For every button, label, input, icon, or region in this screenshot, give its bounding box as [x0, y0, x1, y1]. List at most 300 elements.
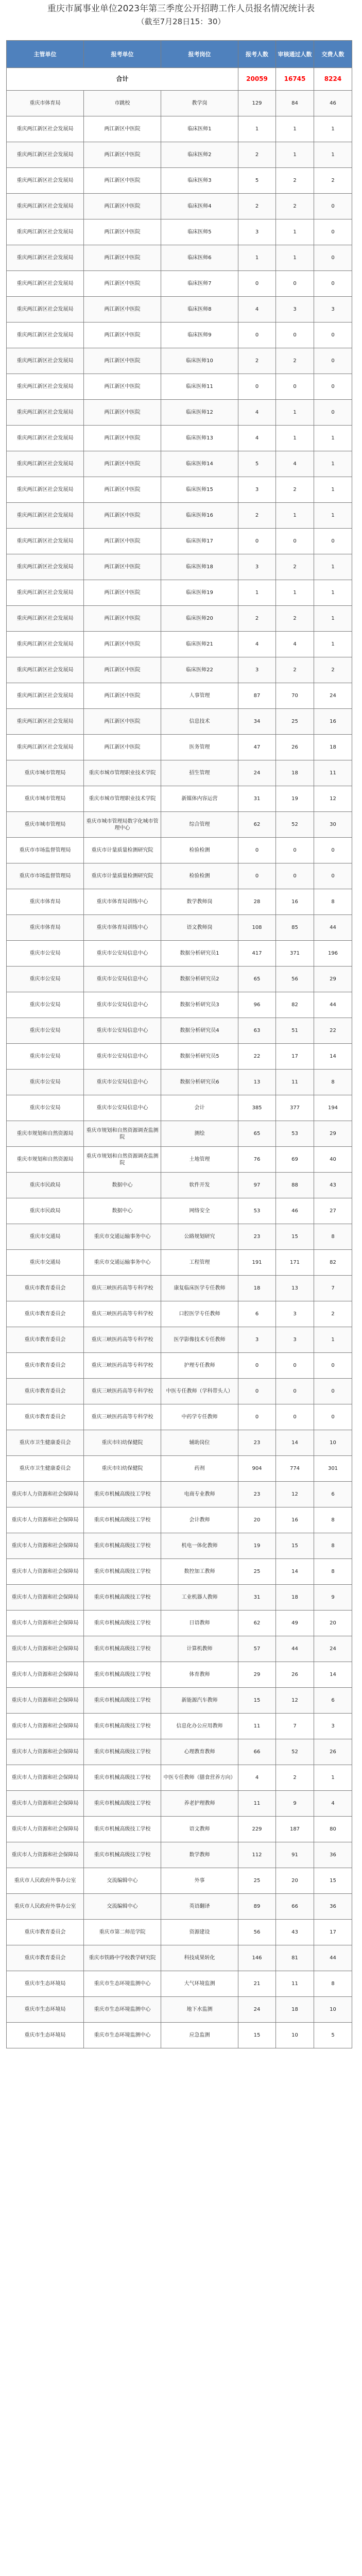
- table-row: [7, 400, 352, 426]
- header-row: [7, 41, 352, 68]
- cell-approved: 18: [276, 1997, 314, 2023]
- cell-applicants: 112: [238, 1842, 276, 1868]
- cell-approved: 187: [276, 1817, 314, 1842]
- cell-paid: 8: [314, 1559, 352, 1585]
- cell-supervisor: 重庆两江新区社会发展局: [7, 503, 84, 529]
- cell-applicants: 24: [238, 1997, 276, 2023]
- cell-applicants: 3: [238, 219, 276, 245]
- cell-supervisor: 重庆市人力资源和社会保障局: [7, 1636, 84, 1662]
- cell-approved: 51: [276, 1018, 314, 1044]
- cell-position: 临床医师22: [161, 657, 238, 683]
- table-row: [7, 1301, 352, 1327]
- cell-position: 数学教师岗: [161, 889, 238, 915]
- cell-position: 临床医师10: [161, 348, 238, 374]
- table-row: [7, 992, 352, 1018]
- cell-paid: 40: [314, 1147, 352, 1173]
- cell-approved: 52: [276, 1739, 314, 1765]
- header-paid: 交费人数: [314, 41, 352, 68]
- cell-approved: 43: [276, 1920, 314, 1945]
- table-header: [7, 41, 352, 68]
- cell-applicants: 0: [238, 323, 276, 348]
- cell-position: 会计: [161, 1095, 238, 1121]
- cell-position: 数学教师: [161, 1842, 238, 1868]
- page-title: 重庆市属事业单位2023年第三季度公开招聘工作人员报名情况统计表: [47, 4, 315, 14]
- cell-approved: 20: [276, 1868, 314, 1894]
- cell-applicants: 21: [238, 1971, 276, 1997]
- table-row: [7, 1327, 352, 1353]
- cell-unit: 重庆市体育局训练中心: [84, 889, 161, 915]
- cell-position: 临床医师9: [161, 323, 238, 348]
- cell-unit: 两江新区中医院: [84, 142, 161, 168]
- cell-applicants: 23: [238, 1430, 276, 1456]
- cell-supervisor: 重庆市城市管理局: [7, 786, 84, 812]
- cell-paid: 0: [314, 1404, 352, 1430]
- cell-approved: 377: [276, 1095, 314, 1121]
- cell-paid: 3: [314, 1714, 352, 1739]
- cell-paid: 5: [314, 2023, 352, 2048]
- cell-applicants: 97: [238, 1173, 276, 1198]
- cell-supervisor: 重庆市人力资源和社会保障局: [7, 1765, 84, 1791]
- cell-approved: 10: [276, 2023, 314, 2048]
- total-paid: 8224: [314, 68, 352, 91]
- cell-unit: 重庆市交通运输事务中心: [84, 1250, 161, 1276]
- cell-applicants: 2: [238, 348, 276, 374]
- table-row: [7, 657, 352, 683]
- cell-position: 信息技术: [161, 709, 238, 735]
- cell-applicants: 62: [238, 1611, 276, 1636]
- cell-approved: 11: [276, 1070, 314, 1095]
- cell-paid: 8: [314, 1971, 352, 1997]
- cell-unit: 重庆三峡医药高等专科学校: [84, 1301, 161, 1327]
- cell-position: 会计教师: [161, 1507, 238, 1533]
- cell-unit: 重庆市城市管理职业技术学院: [84, 760, 161, 786]
- cell-supervisor: 重庆市教育委员会: [7, 1301, 84, 1327]
- table-row: [7, 1353, 352, 1379]
- cell-supervisor: 重庆市教育委员会: [7, 1353, 84, 1379]
- cell-applicants: 29: [238, 1662, 276, 1688]
- cell-supervisor: 重庆两江新区社会发展局: [7, 632, 84, 657]
- cell-supervisor: 重庆市教育委员会: [7, 1379, 84, 1404]
- cell-unit: 两江新区中医院: [84, 426, 161, 451]
- cell-approved: 3: [276, 1327, 314, 1353]
- cell-unit: 重庆市机械高级技工学校: [84, 1636, 161, 1662]
- table-row: [7, 1739, 352, 1765]
- table-row: [7, 1224, 352, 1250]
- cell-unit: 两江新区中医院: [84, 606, 161, 632]
- cell-approved: 14: [276, 1559, 314, 1585]
- cell-position: 工程管理: [161, 1250, 238, 1276]
- cell-paid: 20: [314, 1611, 352, 1636]
- table-row: [7, 1868, 352, 1894]
- table-row: [7, 323, 352, 348]
- cell-approved: 84: [276, 91, 314, 116]
- cell-applicants: 15: [238, 1688, 276, 1714]
- cell-approved: 774: [276, 1456, 314, 1482]
- cell-approved: 26: [276, 1662, 314, 1688]
- cell-paid: 301: [314, 1456, 352, 1482]
- total-label: 合计: [7, 68, 238, 91]
- cell-approved: 81: [276, 1945, 314, 1971]
- cell-position: 外事: [161, 1868, 238, 1894]
- cell-paid: 0: [314, 838, 352, 863]
- table-row: [7, 1842, 352, 1868]
- cell-supervisor: 重庆两江新区社会发展局: [7, 657, 84, 683]
- cell-position: 测绘: [161, 1121, 238, 1147]
- cell-position: 科技成果转化: [161, 1945, 238, 1971]
- table-row: [7, 451, 352, 477]
- cell-supervisor: 重庆市公安局: [7, 1095, 84, 1121]
- cell-supervisor: 重庆市交通局: [7, 1224, 84, 1250]
- cell-approved: 91: [276, 1842, 314, 1868]
- cell-applicants: 191: [238, 1250, 276, 1276]
- cell-supervisor: 重庆市体育局: [7, 91, 84, 116]
- cell-applicants: 0: [238, 1379, 276, 1404]
- cell-unit: 两江新区中医院: [84, 245, 161, 271]
- table-row: [7, 683, 352, 709]
- cell-position: 工业机器人教师: [161, 1585, 238, 1611]
- cell-applicants: 3: [238, 554, 276, 580]
- cell-approved: 1: [276, 580, 314, 606]
- cell-supervisor: 重庆市教育委员会: [7, 1327, 84, 1353]
- table-row: [7, 889, 352, 915]
- cell-approved: 17: [276, 1044, 314, 1070]
- cell-unit: 重庆市体育局训练中心: [84, 915, 161, 941]
- cell-approved: 1: [276, 142, 314, 168]
- cell-supervisor: 重庆两江新区社会发展局: [7, 194, 84, 219]
- cell-applicants: 0: [238, 1404, 276, 1430]
- cell-approved: 70: [276, 683, 314, 709]
- cell-approved: 2: [276, 348, 314, 374]
- table-row: [7, 1250, 352, 1276]
- cell-unit: 重庆市妇幼保健院: [84, 1430, 161, 1456]
- cell-paid: 194: [314, 1095, 352, 1121]
- cell-unit: 两江新区中医院: [84, 219, 161, 245]
- cell-paid: 14: [314, 1044, 352, 1070]
- cell-position: 地下水监测: [161, 1997, 238, 2023]
- cell-supervisor: 重庆市人力资源和社会保障局: [7, 1817, 84, 1842]
- cell-position: 综合管理: [161, 812, 238, 838]
- table-row: [7, 194, 352, 219]
- cell-applicants: 129: [238, 91, 276, 116]
- table-row: [7, 1817, 352, 1842]
- cell-applicants: 62: [238, 812, 276, 838]
- table-row: [7, 709, 352, 735]
- cell-unit: 重庆市机械高级技工学校: [84, 1482, 161, 1507]
- table-row: [7, 632, 352, 657]
- cell-applicants: 5: [238, 451, 276, 477]
- cell-unit: 重庆市机械高级技工学校: [84, 1842, 161, 1868]
- cell-approved: 4: [276, 632, 314, 657]
- table-row: [7, 1482, 352, 1507]
- cell-approved: 4: [276, 451, 314, 477]
- cell-unit: 重庆三峡医药高等专科学校: [84, 1404, 161, 1430]
- cell-position: 心理教育教师: [161, 1739, 238, 1765]
- cell-position: 信息化办公应用教师: [161, 1714, 238, 1739]
- cell-unit: 重庆市机械高级技工学校: [84, 1714, 161, 1739]
- cell-unit: 两江新区中医院: [84, 735, 161, 760]
- cell-position: 检验检测: [161, 863, 238, 889]
- table-row: [7, 529, 352, 554]
- table-row: [7, 503, 352, 529]
- cell-applicants: 87: [238, 683, 276, 709]
- cell-approved: 0: [276, 1404, 314, 1430]
- cell-supervisor: 重庆市人民政府外事办公室: [7, 1894, 84, 1920]
- table-row: [7, 1070, 352, 1095]
- cell-unit: 重庆市机械高级技工学校: [84, 1791, 161, 1817]
- cell-unit: 重庆三峡医药高等专科学校: [84, 1379, 161, 1404]
- cell-applicants: 108: [238, 915, 276, 941]
- cell-applicants: 904: [238, 1456, 276, 1482]
- cell-supervisor: 重庆市民政局: [7, 1173, 84, 1198]
- cell-paid: 46: [314, 91, 352, 116]
- cell-paid: 9: [314, 1585, 352, 1611]
- header-position: 报考岗位: [161, 41, 238, 68]
- cell-supervisor: 重庆市人力资源和社会保障局: [7, 1739, 84, 1765]
- cell-supervisor: 重庆两江新区社会发展局: [7, 168, 84, 194]
- cell-position: 数控加工教师: [161, 1559, 238, 1585]
- table-row: [7, 374, 352, 400]
- cell-approved: 82: [276, 992, 314, 1018]
- cell-position: 临床医师3: [161, 168, 238, 194]
- cell-unit: 两江新区中医院: [84, 529, 161, 554]
- cell-paid: 44: [314, 1945, 352, 1971]
- cell-paid: 29: [314, 1121, 352, 1147]
- cell-applicants: 1: [238, 245, 276, 271]
- cell-paid: 15: [314, 1868, 352, 1894]
- cell-unit: 重庆三峡医药高等专科学校: [84, 1353, 161, 1379]
- cell-position: 临床医师1: [161, 116, 238, 142]
- cell-paid: 8: [314, 1533, 352, 1559]
- cell-supervisor: 重庆两江新区社会发展局: [7, 580, 84, 606]
- table-row: [7, 219, 352, 245]
- cell-unit: 两江新区中医院: [84, 632, 161, 657]
- cell-paid: 18: [314, 735, 352, 760]
- cell-supervisor: 重庆两江新区社会发展局: [7, 426, 84, 451]
- cell-position: 数据分析研究员6: [161, 1070, 238, 1095]
- cell-position: 临床医师21: [161, 632, 238, 657]
- cell-applicants: 0: [238, 271, 276, 297]
- cell-applicants: 2: [238, 142, 276, 168]
- cell-approved: 85: [276, 915, 314, 941]
- cell-supervisor: 重庆两江新区社会发展局: [7, 348, 84, 374]
- cell-supervisor: 重庆两江新区社会发展局: [7, 219, 84, 245]
- table-row: [7, 245, 352, 271]
- cell-position: 口腔医学专任教师: [161, 1301, 238, 1327]
- cell-approved: 13: [276, 1276, 314, 1301]
- cell-unit: 重庆市妇幼保健院: [84, 1456, 161, 1482]
- table-row: [7, 1997, 352, 2023]
- cell-paid: 12: [314, 786, 352, 812]
- cell-position: 临床医师14: [161, 451, 238, 477]
- cell-applicants: 25: [238, 1868, 276, 1894]
- cell-unit: 两江新区中医院: [84, 400, 161, 426]
- cell-paid: 36: [314, 1842, 352, 1868]
- cell-supervisor: 重庆市公安局: [7, 992, 84, 1018]
- cell-applicants: 3: [238, 657, 276, 683]
- cell-paid: 0: [314, 271, 352, 297]
- cell-supervisor: 重庆市教育委员会: [7, 1404, 84, 1430]
- cell-position: 机电一体化教师: [161, 1533, 238, 1559]
- cell-position: 临床医师7: [161, 271, 238, 297]
- cell-approved: 3: [276, 1301, 314, 1327]
- cell-supervisor: 重庆市教育委员会: [7, 1920, 84, 1945]
- table-row: [7, 1636, 352, 1662]
- cell-supervisor: 重庆市生态环境局: [7, 1997, 84, 2023]
- cell-unit: 重庆市机械高级技工学校: [84, 1585, 161, 1611]
- cell-position: 中药学专任教师: [161, 1404, 238, 1430]
- cell-applicants: 53: [238, 1198, 276, 1224]
- cell-position: 软件开发: [161, 1173, 238, 1198]
- table-row: [7, 1404, 352, 1430]
- cell-approved: 49: [276, 1611, 314, 1636]
- table-row: [7, 554, 352, 580]
- cell-approved: 0: [276, 271, 314, 297]
- cell-applicants: 47: [238, 735, 276, 760]
- cell-applicants: 2: [238, 194, 276, 219]
- cell-applicants: 5: [238, 168, 276, 194]
- cell-supervisor: 重庆市人力资源和社会保障局: [7, 1507, 84, 1533]
- cell-applicants: 417: [238, 941, 276, 967]
- cell-supervisor: 重庆两江新区社会发展局: [7, 683, 84, 709]
- cell-unit: 重庆市城市管理局数字化城市管理中心: [84, 812, 161, 838]
- cell-unit: 重庆市生态环境监测中心: [84, 2023, 161, 2048]
- table-row: [7, 1920, 352, 1945]
- cell-applicants: 4: [238, 400, 276, 426]
- cell-unit: 两江新区中医院: [84, 168, 161, 194]
- cell-unit: 重庆市生态环境监测中心: [84, 1971, 161, 1997]
- cell-unit: 重庆市公安局信息中心: [84, 967, 161, 992]
- cell-unit: 重庆市机械高级技工学校: [84, 1533, 161, 1559]
- cell-paid: 196: [314, 941, 352, 967]
- cell-approved: 1: [276, 426, 314, 451]
- cell-approved: 2: [276, 606, 314, 632]
- cell-paid: 1: [314, 606, 352, 632]
- cell-paid: 24: [314, 683, 352, 709]
- table-row: [7, 1533, 352, 1559]
- cell-paid: 80: [314, 1817, 352, 1842]
- table-row: [7, 580, 352, 606]
- cell-applicants: 15: [238, 2023, 276, 2048]
- cell-approved: 66: [276, 1894, 314, 1920]
- cell-applicants: 0: [238, 838, 276, 863]
- cell-supervisor: 重庆市公安局: [7, 967, 84, 992]
- cell-supervisor: 重庆市市场监督管理局: [7, 863, 84, 889]
- table-row: [7, 1430, 352, 1456]
- cell-approved: 0: [276, 838, 314, 863]
- cell-unit: 重庆三峡医药高等专科学校: [84, 1327, 161, 1353]
- cell-supervisor: 重庆两江新区社会发展局: [7, 709, 84, 735]
- cell-unit: 重庆市第二师范学院: [84, 1920, 161, 1945]
- table-row: [7, 1018, 352, 1044]
- cell-paid: 0: [314, 1379, 352, 1404]
- total-applicants: 20059: [238, 68, 276, 91]
- cell-paid: 0: [314, 529, 352, 554]
- cell-approved: 18: [276, 760, 314, 786]
- cell-supervisor: 重庆两江新区社会发展局: [7, 400, 84, 426]
- cell-supervisor: 重庆两江新区社会发展局: [7, 271, 84, 297]
- cell-unit: 重庆市机械高级技工学校: [84, 1559, 161, 1585]
- cell-approved: 2: [276, 554, 314, 580]
- cell-position: 应急监测: [161, 2023, 238, 2048]
- cell-supervisor: 重庆两江新区社会发展局: [7, 142, 84, 168]
- table-row: [7, 1121, 352, 1147]
- cell-supervisor: 重庆市人力资源和社会保障局: [7, 1791, 84, 1817]
- cell-position: 养老护理教师: [161, 1791, 238, 1817]
- cell-position: 数据分析研究员5: [161, 1044, 238, 1070]
- cell-approved: 0: [276, 374, 314, 400]
- table-row: [7, 91, 352, 116]
- table-row: [7, 1971, 352, 1997]
- cell-supervisor: 重庆市公安局: [7, 941, 84, 967]
- cell-unit: 重庆市机械高级技工学校: [84, 1817, 161, 1842]
- cell-approved: 19: [276, 786, 314, 812]
- cell-approved: 2: [276, 477, 314, 503]
- cell-paid: 2: [314, 168, 352, 194]
- page-subtitle: （截至7月28日15：30）: [136, 17, 226, 26]
- cell-position: 临床医师16: [161, 503, 238, 529]
- table-row: [7, 1662, 352, 1688]
- header-supervisor: 主管单位: [7, 41, 84, 68]
- header-approved: 审核通过人数: [276, 41, 314, 68]
- cell-unit: 两江新区中医院: [84, 323, 161, 348]
- cell-position: 临床医师4: [161, 194, 238, 219]
- cell-paid: 1: [314, 477, 352, 503]
- cell-approved: 1: [276, 219, 314, 245]
- cell-paid: 3: [314, 297, 352, 323]
- cell-applicants: 2: [238, 606, 276, 632]
- cell-supervisor: 重庆市人民政府外事办公室: [7, 1868, 84, 1894]
- cell-supervisor: 重庆市城市管理局: [7, 812, 84, 838]
- cell-unit: 重庆市机械高级技工学校: [84, 1688, 161, 1714]
- cell-paid: 0: [314, 245, 352, 271]
- cell-unit: 重庆市公安局信息中心: [84, 941, 161, 967]
- cell-supervisor: 重庆市体育局: [7, 915, 84, 941]
- table-row: [7, 116, 352, 142]
- cell-unit: 两江新区中医院: [84, 657, 161, 683]
- cell-position: 临床医师19: [161, 580, 238, 606]
- cell-unit: 重庆市公安局信息中心: [84, 1095, 161, 1121]
- cell-position: 医务管理: [161, 735, 238, 760]
- cell-paid: 1: [314, 451, 352, 477]
- cell-applicants: 96: [238, 992, 276, 1018]
- header-unit: 报考单位: [84, 41, 161, 68]
- cell-unit: 数据中心: [84, 1198, 161, 1224]
- cell-applicants: 146: [238, 1945, 276, 1971]
- cell-supervisor: 重庆市规划和自然资源局: [7, 1147, 84, 1173]
- cell-paid: 1: [314, 1327, 352, 1353]
- cell-paid: 4: [314, 1791, 352, 1817]
- cell-unit: 两江新区中医院: [84, 271, 161, 297]
- cell-position: 临床医师8: [161, 297, 238, 323]
- table-row: [7, 1585, 352, 1611]
- cell-unit: 重庆市机械高级技工学校: [84, 1662, 161, 1688]
- cell-unit: 重庆市城市管理职业技术学院: [84, 786, 161, 812]
- cell-approved: 11: [276, 1971, 314, 1997]
- cell-approved: 0: [276, 529, 314, 554]
- cell-approved: 1: [276, 503, 314, 529]
- cell-paid: 1: [314, 116, 352, 142]
- cell-supervisor: 重庆市体育局: [7, 889, 84, 915]
- cell-paid: 8: [314, 889, 352, 915]
- cell-applicants: 0: [238, 1353, 276, 1379]
- table-row: [7, 1095, 352, 1121]
- cell-paid: 2: [314, 1301, 352, 1327]
- cell-supervisor: 重庆市市场监督管理局: [7, 838, 84, 863]
- cell-position: 人事管理: [161, 683, 238, 709]
- cell-paid: 43: [314, 1173, 352, 1198]
- cell-applicants: 56: [238, 1920, 276, 1945]
- cell-unit: 重庆市铁路中学校教学研究院: [84, 1945, 161, 1971]
